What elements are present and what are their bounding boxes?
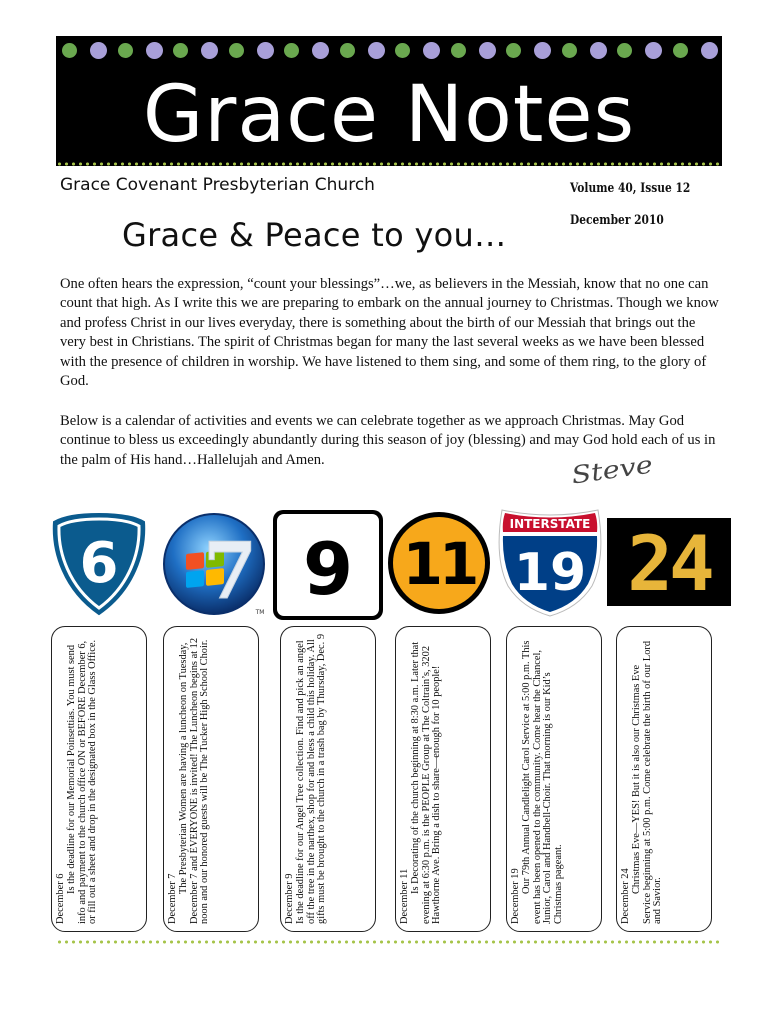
event-december-6-content xyxy=(56,634,142,924)
masthead-dot xyxy=(340,43,355,58)
masthead-dot xyxy=(479,42,496,59)
event-date: December 9 xyxy=(284,873,295,924)
greeting-heading: Grace & Peace to you… xyxy=(122,216,507,254)
masthead-dot xyxy=(506,43,521,58)
event-description: Is the deadline for our Angel Tree collection. Find and pick an angel off the tree in the narthex, shop for and bless a child this holiday. All gifts must be brought to the church in a trash bag by Thursday, Dec. 9 xyxy=(294,633,328,924)
road-sign-9-icon xyxy=(272,509,384,621)
circle-sign-11-icon xyxy=(386,510,492,616)
route-shield-6-label: 6 xyxy=(79,531,119,596)
church-name: Grace Covenant Presbyterian Church xyxy=(60,175,375,195)
masthead-dot xyxy=(62,43,77,58)
letter-paragraph-1 xyxy=(60,275,722,391)
masthead-dot xyxy=(534,42,551,59)
issue-date: December 2010 xyxy=(570,213,664,228)
masthead-dot xyxy=(423,42,440,59)
event-december-24 xyxy=(616,626,712,932)
masthead-dot-row xyxy=(56,39,722,61)
interstate-19-label: 19 xyxy=(513,543,587,603)
masthead-dot xyxy=(395,43,410,58)
masthead-dot xyxy=(562,43,577,58)
event-description: The Presbyterian Women are having a luncheon on Tuesday, December 7 and EVERYONE is invited! The Luncheon begins at 12 noon and our honored guests will be The Tucker High School Choir. xyxy=(177,637,211,924)
event-date: December 19 xyxy=(510,868,521,924)
pastor-signature: Steve xyxy=(569,450,655,490)
masthead-divider xyxy=(56,162,722,166)
event-description: Christmas Eve—YES! But it is also our Christmas Eve Service beginning at 5:00 p.m. Come celebrate the birth of our Lord and Savior. xyxy=(630,640,664,924)
event-description: Our 79th Annual Candlelight Carol Service at 5:00 p.m. This event has been opened to the community. Come hear the Chancel, Junior, Carol and Handbell-Choir. That morning is our Kid’s Christmas pageant. xyxy=(520,640,565,924)
newsletter-title: Grace Notes xyxy=(142,70,636,160)
masthead-dot xyxy=(451,43,466,58)
event-december-7 xyxy=(163,626,259,932)
event-date: December 7 xyxy=(167,873,178,924)
masthead-dot xyxy=(673,43,688,58)
event-date: December 6 xyxy=(55,873,66,924)
interstate-banner-label: INTERSTATE xyxy=(509,517,591,531)
windows-7-label: 7 xyxy=(202,526,258,616)
masthead-dot xyxy=(312,42,329,59)
masthead-dot xyxy=(257,42,274,59)
letter-paragraph-1-text: One often hears the expression, “count your blessings”…we, as believers in the Messiah, know that no one can count that high. As I write this we are preparing to embark on the annual journey to Christmas. Though we know and profess Christ in our lives everyday, there is something about the birth of our Messiah that brings out the very best in Christians. The spirit of Christmas began for many the last several weeks as we have been blessed with the presence of children in worship. We have listened to them sing, and some of them ring, to the glory of God. xyxy=(60,276,719,390)
masthead-dot xyxy=(90,42,107,59)
masthead-dot xyxy=(173,43,188,58)
circle-sign-11-label: 11 xyxy=(402,530,476,598)
route-shield-6-icon xyxy=(50,512,148,616)
event-date: December 11 xyxy=(399,868,410,924)
footer-divider xyxy=(56,940,722,944)
event-december-19 xyxy=(506,626,602,932)
masthead-dot xyxy=(617,43,632,58)
event-december-7-content xyxy=(168,634,254,924)
event-december-11-content xyxy=(400,634,486,924)
event-december-9 xyxy=(280,626,376,932)
event-december-6 xyxy=(51,626,147,932)
masthead-dot xyxy=(590,42,607,59)
masthead-dot xyxy=(368,42,385,59)
masthead-dot xyxy=(146,42,163,59)
letter-paragraph-2-text: Below is a calendar of activities and events we can celebrate together as we approach Christmas. May God continue to bless us exceedingly abundantly during this season of joy (blessing) and may God hold each of us in the palm of His hand…Hallelujah and Amen. xyxy=(60,413,716,468)
masthead-banner xyxy=(56,36,722,166)
digital-clock-24-icon xyxy=(607,518,731,606)
interstate-19-icon xyxy=(496,508,604,618)
volume-issue: Volume 40, Issue 12 xyxy=(570,181,691,196)
masthead-dot xyxy=(701,42,718,59)
masthead-dot xyxy=(118,43,133,58)
event-december-19-content xyxy=(511,634,597,924)
event-description: Is the deadline for our Memorial Poinsettias. You must send info and payment to the church office ON or BEFORE December 6, or fill out a sheet and drop in the designated box in the Glass Office. xyxy=(65,639,99,924)
windows-7-logo-icon xyxy=(162,512,266,616)
digital-clock-24-label: 24 xyxy=(627,519,711,606)
masthead-dot xyxy=(645,42,662,59)
event-description: Is Decorating of the church beginning at 8:30 a.m. Later that evening at 6:30 p.m. is the PEOPLE Group at The Coltrain’s, 3202 Hawthorne Ave. Bring a dish to share—enough for 10 people! xyxy=(409,641,443,924)
masthead-dot xyxy=(201,42,218,59)
trademark-mark: TM xyxy=(255,609,265,616)
road-sign-9-label: 9 xyxy=(302,527,354,611)
masthead-dot xyxy=(229,43,244,58)
event-december-11 xyxy=(395,626,491,932)
event-december-24-content xyxy=(621,634,707,924)
event-december-9-content xyxy=(285,634,371,924)
masthead-dot xyxy=(284,43,299,58)
event-date: December 24 xyxy=(620,868,631,924)
